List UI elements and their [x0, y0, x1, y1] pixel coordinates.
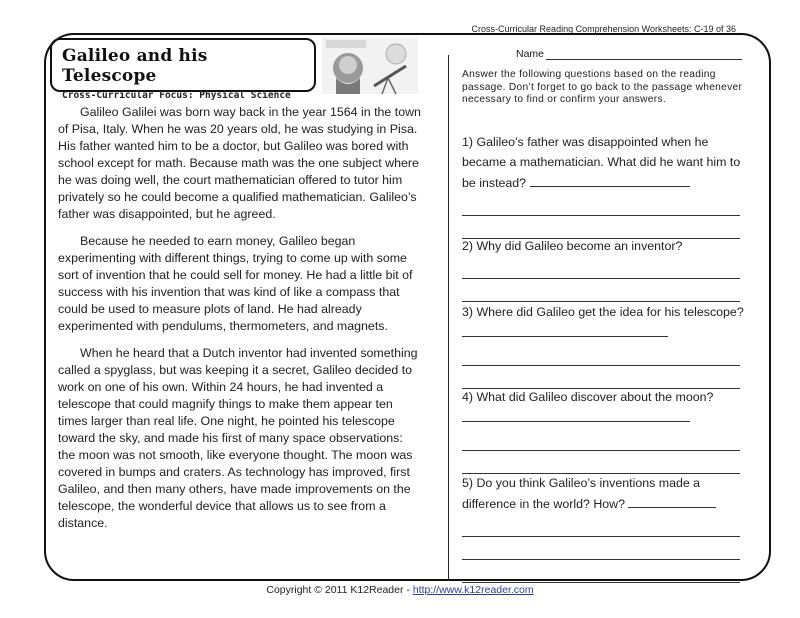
- answer-line: [462, 537, 740, 560]
- name-field: [516, 47, 742, 60]
- worksheet-title: Galileo and his Telescope: [62, 46, 208, 86]
- reading-passage: [58, 104, 422, 542]
- answer-line: [462, 428, 740, 451]
- name-line: [546, 47, 742, 60]
- answer-line: [530, 172, 690, 187]
- answer-line: [462, 451, 740, 474]
- answer-line: [462, 514, 740, 537]
- k12reader-link[interactable]: http://www.k12reader.com: [412, 584, 534, 596]
- worksheet-reference: Cross-Curricular Reading Comprehension Worksheets: C-19 of 36: [471, 24, 736, 34]
- answer-line: [628, 493, 716, 508]
- answer-line: [462, 322, 668, 337]
- question-text: 2) Why did Galileo become an inventor?: [462, 239, 683, 253]
- answer-line: [462, 279, 740, 302]
- question-4: [462, 387, 746, 474]
- passage-paragraph: Because he needed to earn money, Galileo began experimenting with different things, trying to come up with some sort of invention that he could sell for money. He had a little bit of success with his invention that was kind of like a compass that could be used to measure plots of land. He had already experimented with pendulums, thermometers, and magnets.: [58, 234, 413, 333]
- question-text: 1) Galileo’s father was disappointed when he became a mathematician. What did he want him to be instead?: [462, 135, 741, 190]
- question-3: [462, 302, 746, 389]
- question-text: 4) What did Galileo discover about the moon?: [462, 390, 714, 404]
- column-divider: [448, 55, 449, 581]
- question-5: [462, 473, 746, 583]
- question-2: [462, 236, 746, 302]
- answer-line: [462, 193, 740, 216]
- question-text: 3) Where did Galileo get the idea for his telescope?: [462, 305, 744, 319]
- title-box: [50, 38, 316, 101]
- name-label: Name: [516, 48, 545, 60]
- answer-line: [462, 256, 740, 279]
- copyright-text: Copyright © 2011 K12Reader -: [266, 584, 413, 596]
- footer: [0, 584, 800, 596]
- worksheet-subtitle: Cross-Curricular Focus: Physical Science: [62, 90, 291, 101]
- galileo-illustration: [322, 38, 418, 94]
- question-text: 5) Do you think Galileo’s inventions made a difference in the world? How?: [462, 476, 701, 511]
- instructions: Answer the following questions based on the reading passage. Don’t forget to go back to the passage whenever necessary to find or confirm your answers.: [462, 69, 743, 106]
- passage-paragraph: When he heard that a Dutch inventor had invented something called a spyglass, but was keeping it a secret, Galileo decided to work on one of his own. Within 24 hours, he had invented a telescope that could magnify things to make them appear ten times larger than real life. One night, he pointed his telescope toward the sky, and made his first of many space observations: the moon was not smooth, like everyone thought. The moon was covered in bumps and craters. As technology has improved, first Galileo, and then many others, have made improvements on the telescope, the wonderful device that allows us to see from a distance.: [58, 346, 418, 530]
- answer-line: [462, 560, 740, 583]
- answer-line: [462, 407, 690, 422]
- answer-line: [462, 366, 740, 389]
- answer-line: [462, 343, 740, 366]
- question-1: [462, 132, 746, 239]
- passage-paragraph: Galileo Galilei was born way back in the year 1564 in the town of Pisa, Italy. When he was 20 years old, he was studying in Pisa. His father wanted him to be a doctor, but Galileo was bored with school except for math. Because math was the one subject where he was doing well, the court mathematician offered to tutor him privately so he could become a qualified mathematician. Galileo’s father was disappointed, but he agreed.: [58, 105, 421, 221]
